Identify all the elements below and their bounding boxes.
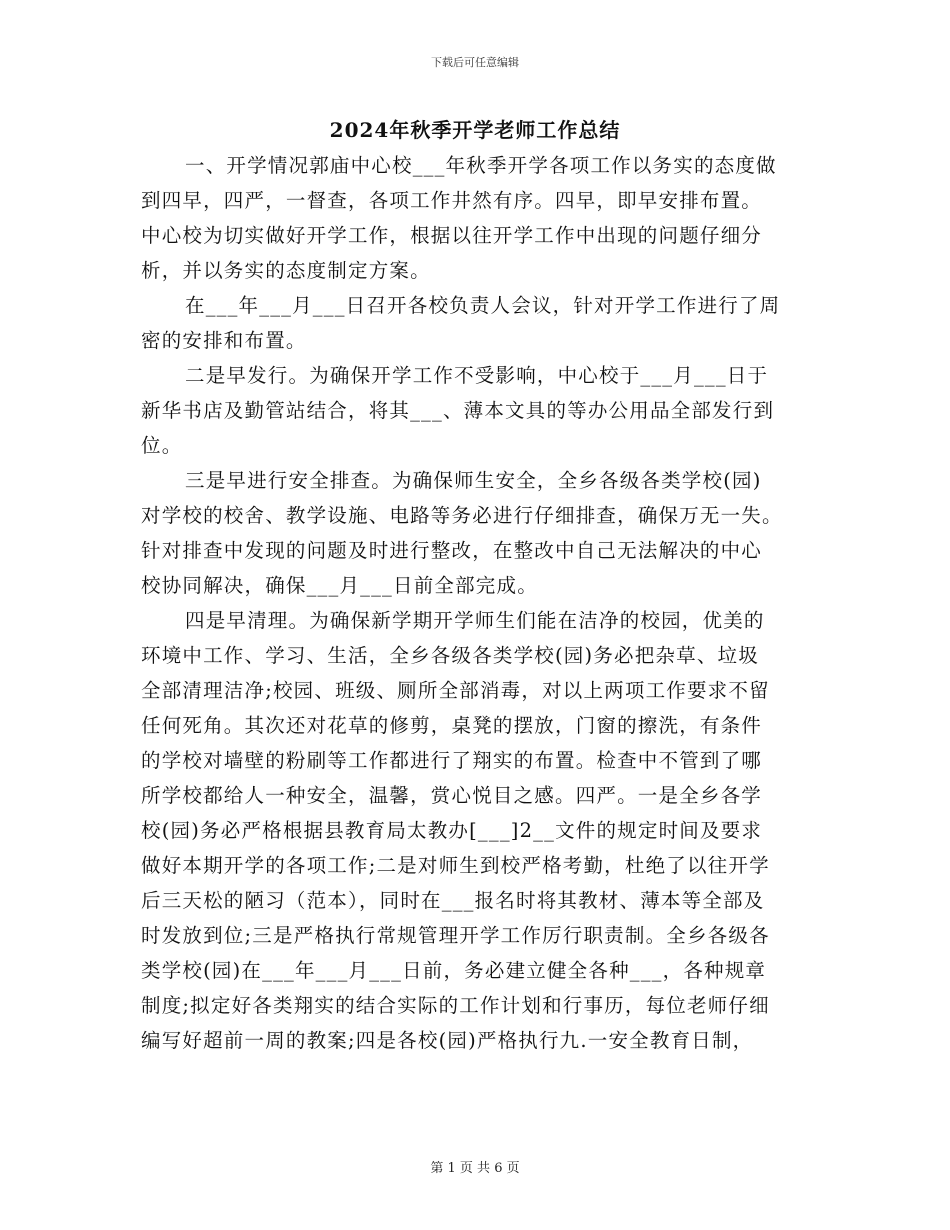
body-line: 在___年___月___日召开各校负责人会议，针对开学工作进行了周 bbox=[185, 294, 781, 317]
body-line: 所学校都给人一种安全，温馨，赏心悦目之感。四严。一是全乡各学 bbox=[141, 784, 763, 807]
body-line: 析，并以务实的态度制定方案。 bbox=[141, 259, 431, 282]
document-body bbox=[141, 148, 809, 1058]
body-line: 任何死角。其次还对花草的修剪，桌凳的摆放，门窗的擦洗，有条件 bbox=[141, 714, 763, 737]
body-line: 全部清理洁净;校园、班级、厕所全部消毒，对以上两项工作要求不留 bbox=[141, 679, 770, 702]
body-line: 时发放到位;三是严格执行常规管理开学工作厉行职责制。全乡各级各 bbox=[141, 924, 770, 947]
body-line: 针对排查中发现的问题及时进行整改，在整改中自己无法解决的中心 bbox=[141, 539, 763, 562]
body-line: 中心校为切实做好开学工作，根据以往开学工作中出现的问题仔细分 bbox=[141, 224, 763, 247]
page-header-note: 下载后可任意编辑 bbox=[431, 56, 519, 69]
body-line: 校(园)务必严格根据县教育局太教办[___]2__文件的规定时间及要求 bbox=[141, 819, 763, 842]
body-line: 新华书店及勤管站结合，将其___、薄本文具的等办公用品全部发行到 bbox=[141, 399, 775, 422]
body-line: 校协同解决，确保___月___日前全部完成。 bbox=[141, 574, 538, 597]
body-line: 的学校对墙壁的粉刷等工作都进行了翔实的布置。检查中不管到了哪 bbox=[141, 749, 763, 772]
page-number: 第 1 页 共 6 页 bbox=[430, 1161, 520, 1176]
body-line: 环境中工作、学习、生活，全乡各级各类学校(园)务必把杂草、垃圾 bbox=[141, 644, 759, 667]
body-line: 做好本期开学的各项工作;二是对师生到校严格考勤，杜绝了以往开学 bbox=[141, 854, 770, 877]
body-line: 制度;拟定好各类翔实的结合实际的工作计划和行事历，每位老师仔细 bbox=[141, 994, 770, 1017]
body-line: 四是早清理。为确保新学期开学师生们能在洁净的校园，优美的 bbox=[185, 609, 765, 632]
body-line: 位。 bbox=[141, 434, 183, 457]
body-line: 密的安排和布置。 bbox=[141, 329, 307, 352]
body-line: 类学校(园)在___年___月___日前，务必建立健全各种___，各种规章 bbox=[141, 959, 767, 982]
body-line: 三是早进行安全排查。为确保师生安全，全乡各级各类学校(园) bbox=[185, 469, 762, 492]
body-line: 编写好超前一周的教案;四是各校(园)严格执行九.一安全教育日制， bbox=[141, 1029, 754, 1052]
body-line: 二是早发行。为确保开学工作不受影响，中心校于___月___日于 bbox=[185, 364, 769, 387]
document-title: 2024年秋季开学老师工作总结 bbox=[329, 118, 621, 142]
body-line: 到四早，四严，一督查，各项工作井然有序。四早，即早安排布置。 bbox=[141, 189, 763, 212]
body-line: 对学校的校舍、教学设施、电路等务必进行仔细排查，确保万无一失。 bbox=[141, 504, 783, 527]
body-line: 后三天松的陋习（范本），同时在___报名时将其教材、薄本等全部及 bbox=[141, 889, 765, 912]
body-line: 一、开学情况郭庙中心校___年秋季开学各项工作以务实的态度做 bbox=[185, 154, 777, 177]
